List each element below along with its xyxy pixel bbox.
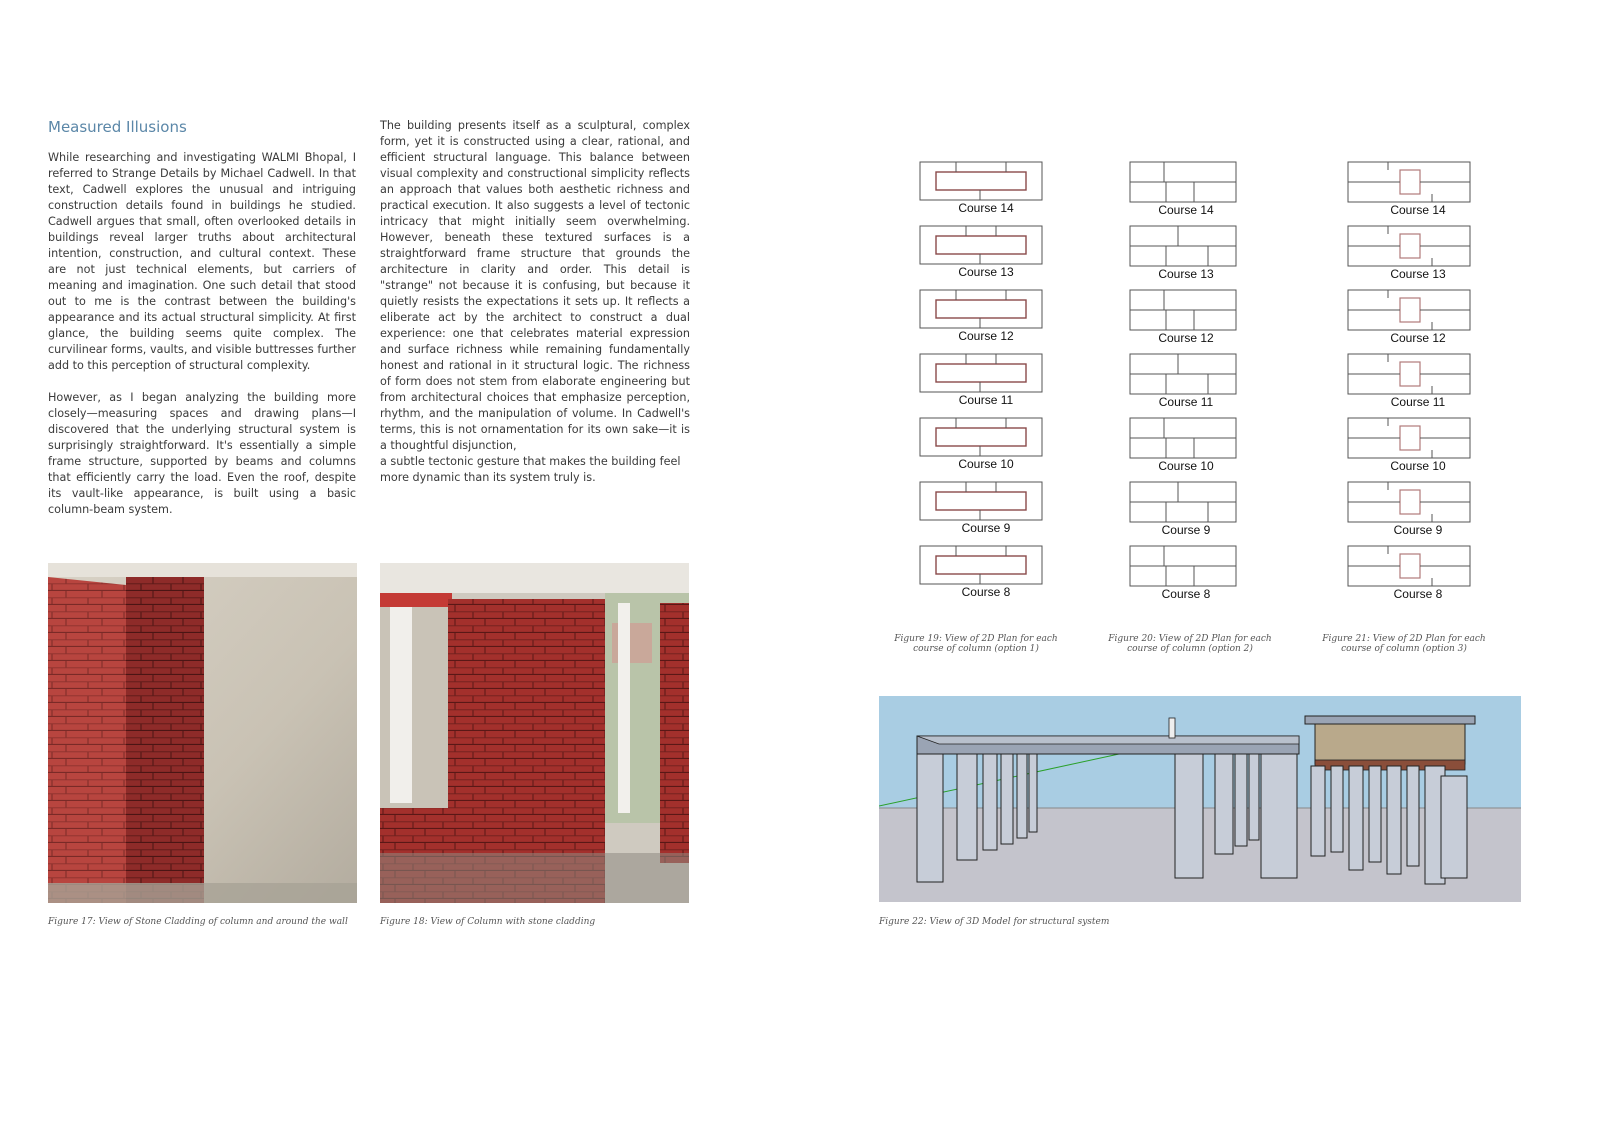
plan-column-option-3 bbox=[1348, 162, 1470, 601]
paragraph: a subtle tectonic gesture that makes the building feel more dynamic than its system truly is. bbox=[380, 455, 681, 484]
figure-caption: Figure 21: View of 2D Plan for each course of column (option 3) bbox=[1322, 634, 1486, 654]
plan-outline bbox=[920, 226, 1042, 264]
course-label: Course 13 bbox=[1158, 267, 1214, 281]
text-column-1 bbox=[48, 150, 356, 518]
plan-column-option-1 bbox=[920, 162, 1042, 599]
paragraph: While researching and investigating WALMI Bhopal, I referred to Strange Details by Michael Cadwell. In that text, Cadwell explores the unusual and intriguing construction details found in buildings he studied. Cadwell argues that small, often overlooked details in buildings reveal larger truths about architectural intention, construction, and cultural context. These are not just technical elements, but carriers of meaning and imagination. One such detail that stood out to me is the contrast between the building's appearance and its actual structural simplicity. At first glance, the building seems quite complex. The curvilinear forms, vaults, and visible buttresses further add to this perception of structural complexity. bbox=[48, 151, 356, 372]
plan-outline bbox=[920, 290, 1042, 328]
figure-caption: Figure 20: View of 2D Plan for each course of column (option 2) bbox=[1108, 634, 1272, 654]
plan-outline bbox=[920, 546, 1042, 584]
course-label: Course 11 bbox=[1390, 395, 1446, 409]
course-label: Course 9 bbox=[1393, 523, 1443, 537]
plan-outline bbox=[920, 482, 1042, 520]
course-label: Course 12 bbox=[958, 329, 1014, 343]
text-column-2 bbox=[380, 118, 690, 486]
figure-caption: Figure 17: View of Stone Cladding of column and around the wall bbox=[48, 917, 348, 927]
course-label: Course 9 bbox=[961, 521, 1011, 535]
page-title: Measured Illusions bbox=[48, 118, 187, 136]
course-label: Course 14 bbox=[1158, 203, 1214, 217]
plan-outline bbox=[920, 162, 1042, 200]
course-label: Course 12 bbox=[1158, 331, 1214, 345]
course-label: Course 14 bbox=[958, 201, 1014, 215]
course-plans bbox=[880, 150, 1530, 610]
course-label: Course 9 bbox=[1161, 523, 1211, 537]
photo-stone-cladding bbox=[48, 563, 357, 903]
structural-3d-model bbox=[879, 696, 1521, 902]
course-label: Course 10 bbox=[1158, 459, 1214, 473]
course-label: Course 13 bbox=[1390, 267, 1446, 281]
course-label: Course 8 bbox=[1393, 587, 1443, 601]
course-label: Course 10 bbox=[1390, 459, 1446, 473]
photo-column-cladding bbox=[380, 563, 689, 903]
figure-caption: Figure 18: View of Column with stone cladding bbox=[380, 917, 596, 927]
plan-column-option-2 bbox=[1130, 162, 1236, 601]
course-label: Course 12 bbox=[1390, 331, 1446, 345]
figure-caption: Figure 19: View of 2D Plan for each course of column (option 1) bbox=[894, 634, 1058, 654]
plan-outline bbox=[920, 418, 1042, 456]
paragraph: The building presents itself as a sculptural, complex form, yet it is constructed using a clear, rational, and efficient structural language. This balance between visual complexity and constructional simplicity reflects an approach that values both aesthetic richness and practical execution. It also suggests a level of tectonic intricacy that might initially seem overwhelming. However, beneath these textured surfaces is a straightforward frame structure that grounds the architecture in clarity and order. This detail is "strange" not because it is confusing, but because it quietly resists the expectations it sets up. It reflects a eliberate act by the architect to construct a dual experience: one that celebrates material expression and surface richness while remaining fundamentally honest and rational in it structural logic. The richness of form does not stem from elaborate engineering but from architectural choices that emphasize perception, rhythm, and the manipulation of volume. In Cadwell's terms, this is not ornamentation for its own sake—it is a thoughtful disjunction, bbox=[380, 119, 690, 452]
course-label: Course 11 bbox=[958, 393, 1014, 407]
course-label: Course 14 bbox=[1390, 203, 1446, 217]
figure-caption: Figure 22: View of 3D Model for structural system bbox=[879, 917, 1110, 927]
course-label: Course 8 bbox=[961, 585, 1011, 599]
plan-outline bbox=[920, 354, 1042, 392]
course-label: Course 8 bbox=[1161, 587, 1211, 601]
course-label: Course 11 bbox=[1158, 395, 1214, 409]
paragraph: However, as I began analyzing the building more closely—measuring spaces and drawing plans—I discovered that the underlying structural system is surprisingly straightforward. It's essentially a simple frame structure, supported by beams and columns that efficiently carry the load. Even the roof, despite its vault-like appearance, is built using a basic column-beam system. bbox=[48, 391, 356, 516]
course-label: Course 10 bbox=[958, 457, 1014, 471]
course-label: Course 13 bbox=[958, 265, 1014, 279]
